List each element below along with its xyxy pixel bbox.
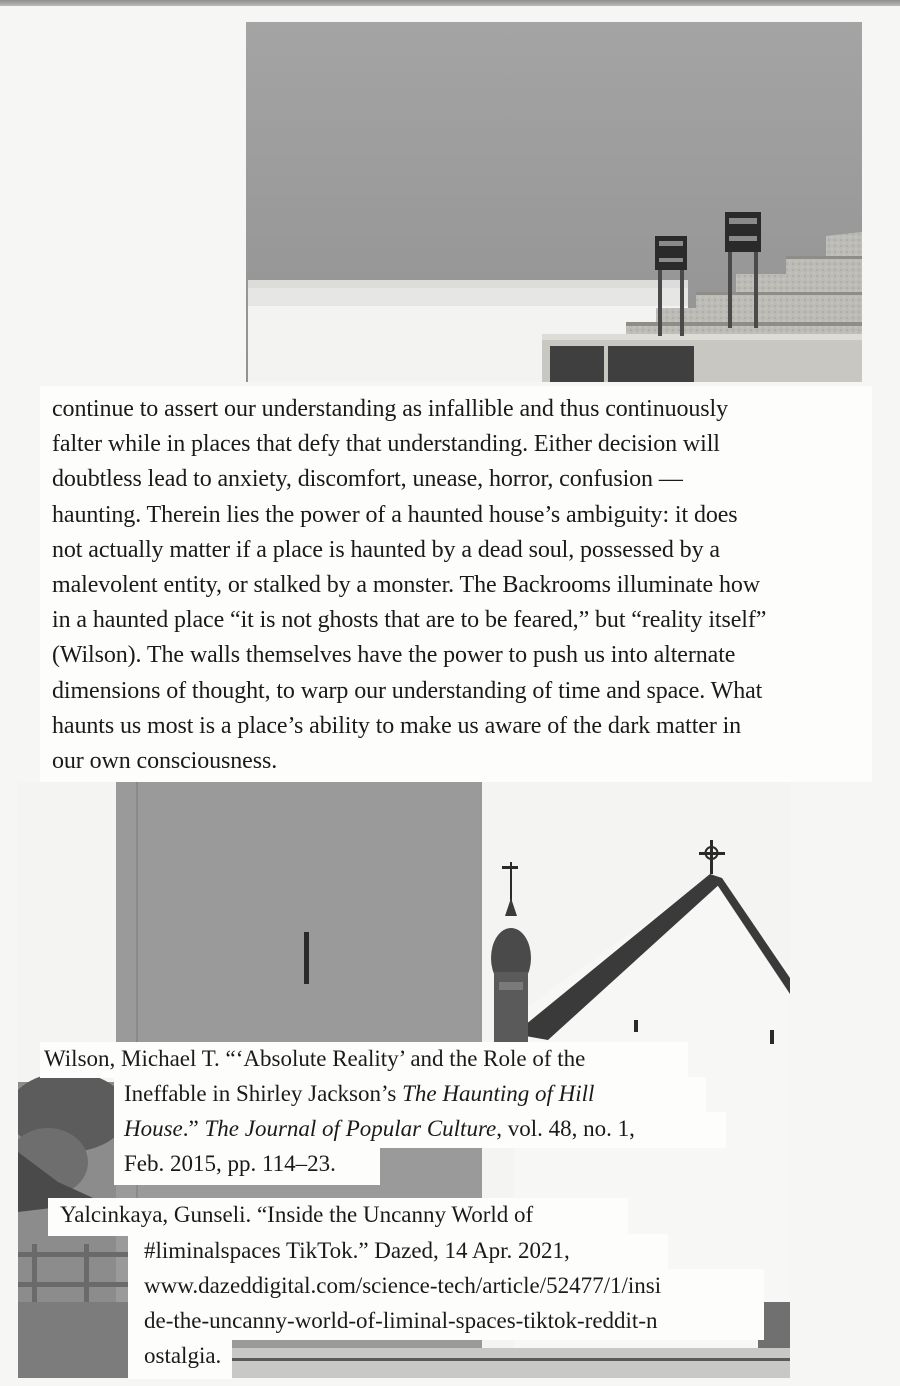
citation-yalcinkaya-line: www.dazeddigital.com/science-tech/article/52477/1/insi <box>128 1269 764 1305</box>
book-title: House <box>124 1116 183 1141</box>
essay-line: not actually matter if a place is haunted by a dead soul, possessed by a <box>52 536 720 563</box>
essay-line: (Wilson). The walls themselves have the power to push us into alternate <box>52 642 736 669</box>
citation-wilson-line: Feb. 2015, pp. 114–23. <box>114 1147 380 1185</box>
essay-line: haunting. Therein lies the power of a haunted house’s ambiguity: it does <box>52 501 738 528</box>
citation-wilson-line: Wilson, Michael T. “‘Absolute Reality’ and the Role of the <box>40 1042 688 1078</box>
citation-yalcinkaya-line: de-the-uncanny-world-of-liminal-spaces-tiktok-reddit-n <box>128 1304 764 1340</box>
citation-yalcinkaya-line: Yalcinkaya, Gunseli. “Inside the Uncanny World of <box>48 1198 628 1236</box>
citation-yalcinkaya-line: #liminalspaces TikTok.” Dazed, 14 Apr. 2021, <box>128 1234 668 1270</box>
essay-line: falter while in places that defy that understanding. Either decision will <box>52 431 720 458</box>
essay-line: our own consciousness. <box>52 748 278 775</box>
citation-text: , vol. 48, no. 1, <box>496 1116 635 1141</box>
journal-title: The Journal of Popular Culture <box>204 1116 497 1141</box>
citation-wilson-line <box>114 1112 726 1148</box>
essay-text-block <box>40 386 872 782</box>
citation-yalcinkaya-line: ostalgia. <box>128 1339 232 1379</box>
essay-line: dimensions of thought, to warp our understanding of time and space. What <box>52 677 763 704</box>
citation-wilson-line <box>114 1077 706 1113</box>
book-title: The Haunting of Hill <box>402 1081 595 1106</box>
essay-line: malevolent entity, or stalked by a monster. The Backrooms illuminate how <box>52 572 760 599</box>
citation-text: .” <box>182 1116 205 1141</box>
scan-edge <box>0 0 900 6</box>
essay-line: continue to assert our understanding as infallible and thus continuously <box>52 396 729 422</box>
essay-line: haunts us most is a place’s ability to make us aware of the dark matter in <box>52 712 742 739</box>
citation-text: Ineffable in Shirley Jackson’s <box>124 1081 403 1106</box>
essay-line: doubtless lead to anxiety, discomfort, unease, horror, confusion — <box>52 466 683 493</box>
essay-line: in a haunted place “it is not ghosts that are to be feared,” but “reality itself” <box>52 607 767 634</box>
bleachers-photo <box>246 22 862 382</box>
